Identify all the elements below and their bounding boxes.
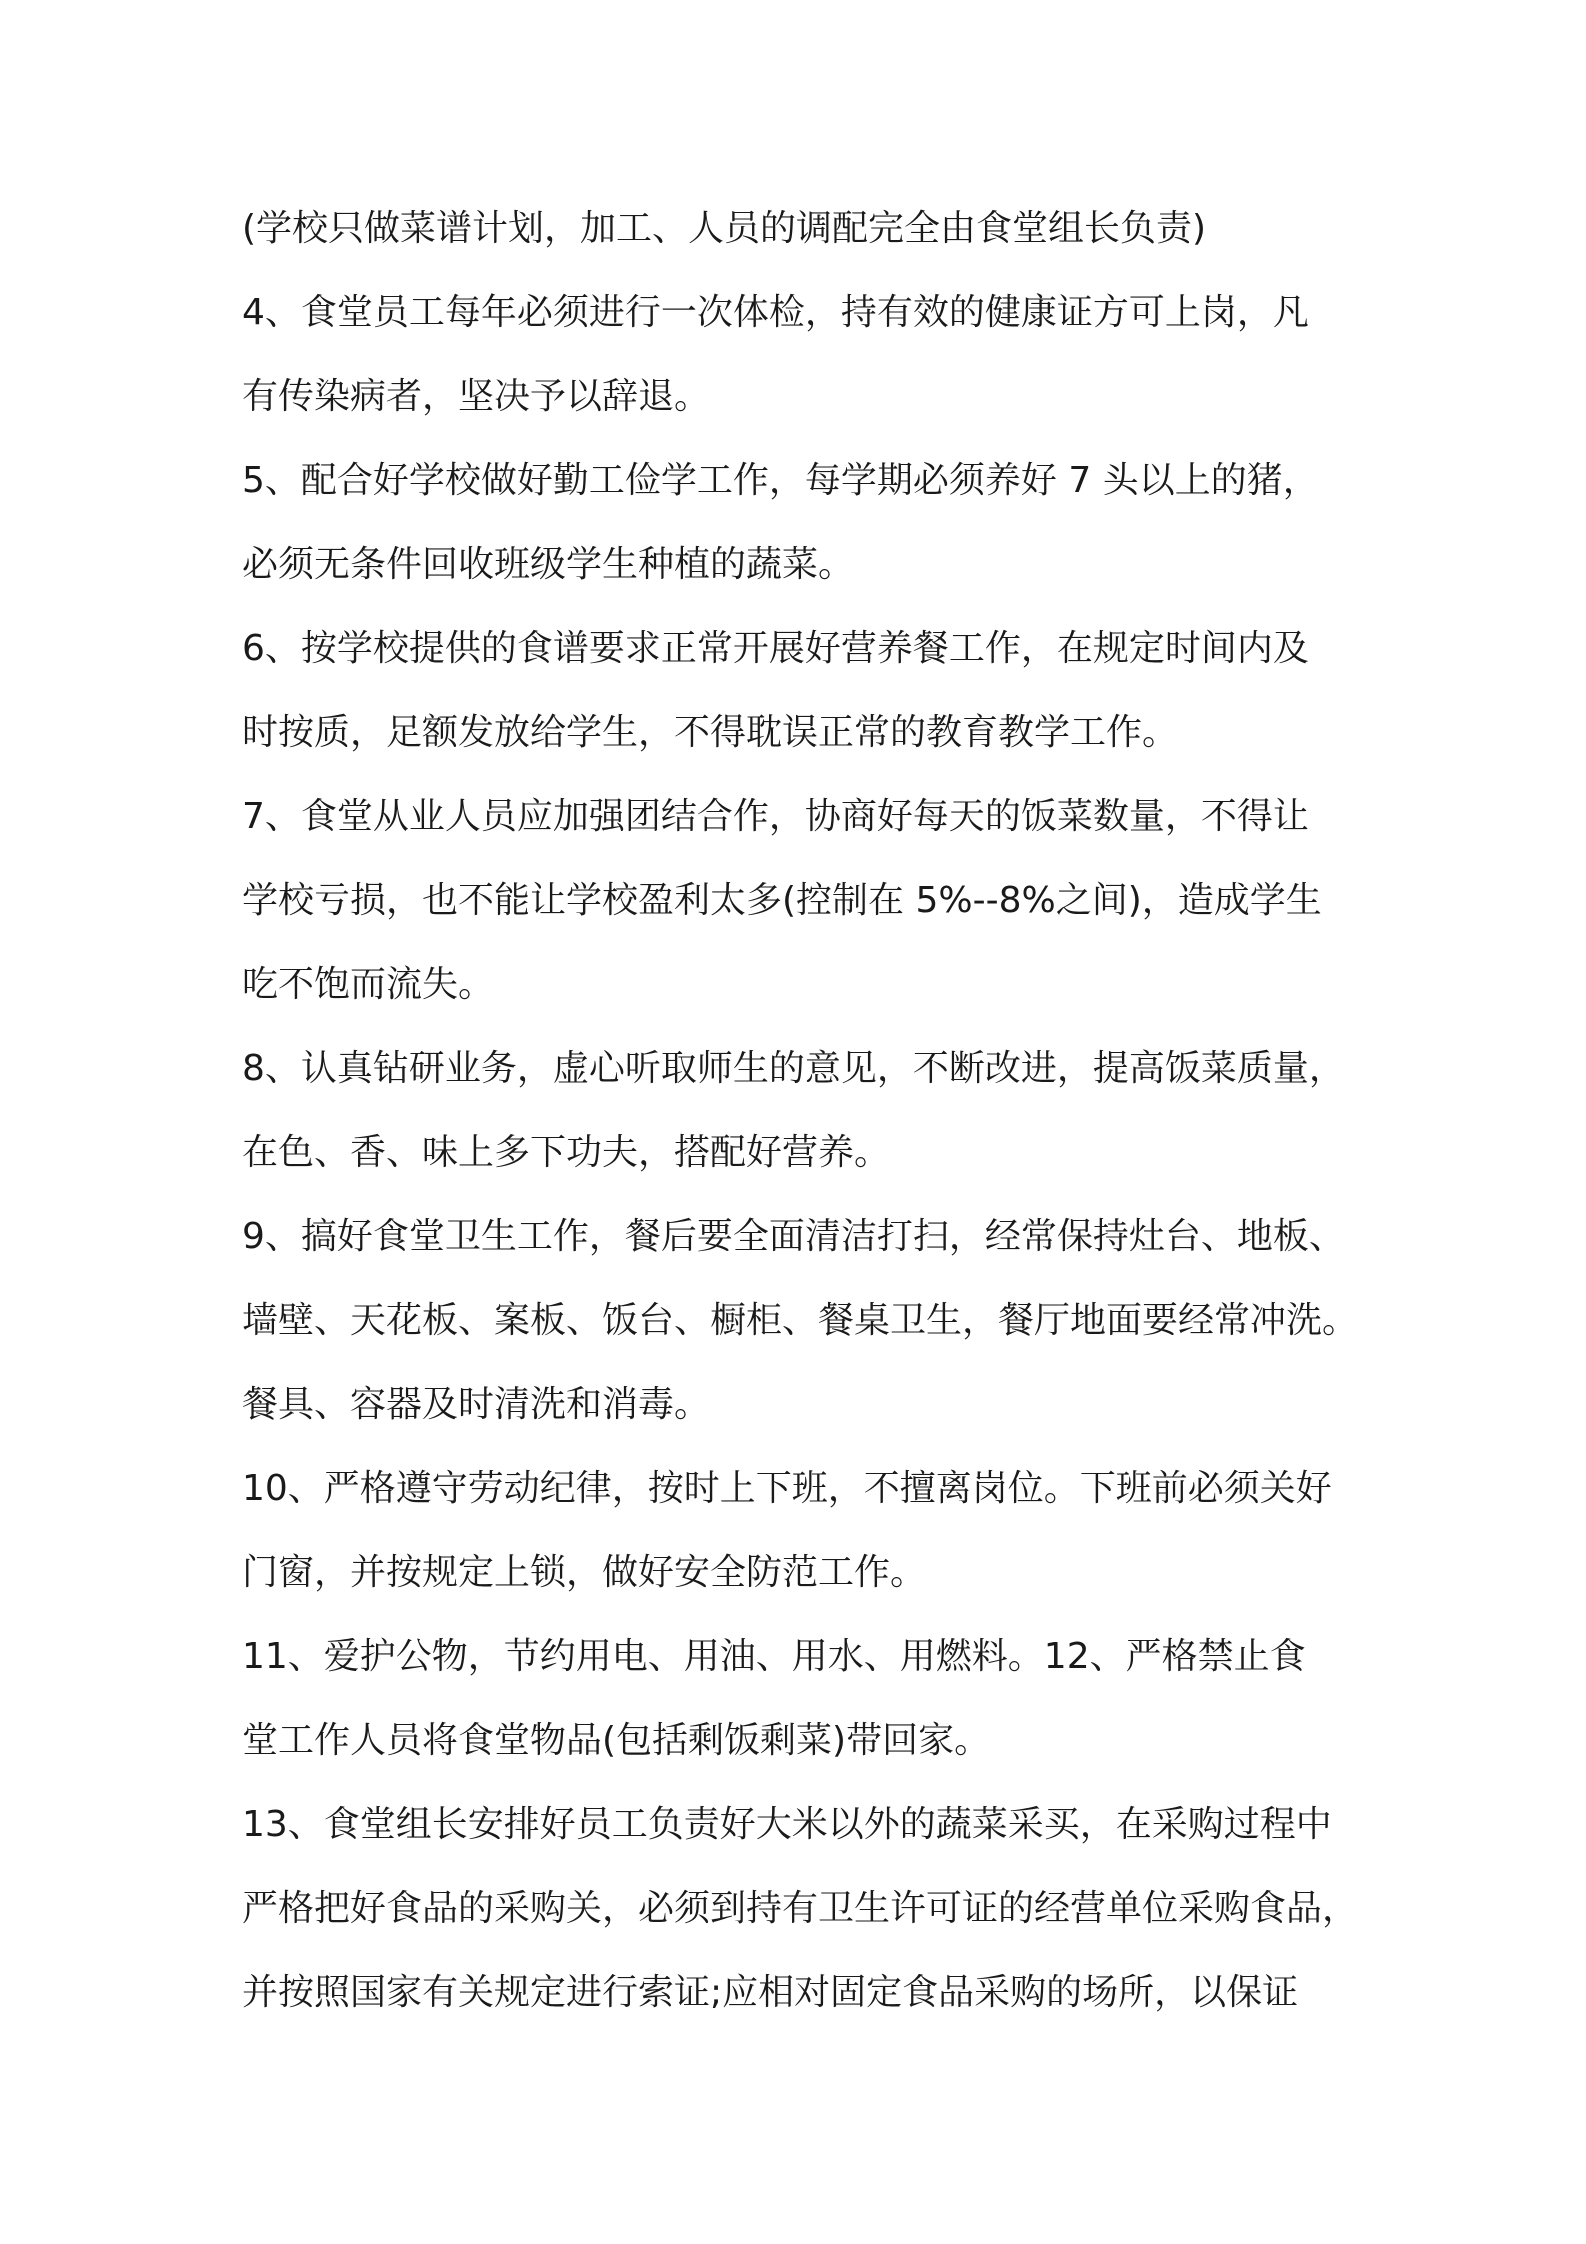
- text-line: 13、食堂组长安排好员工负责好大米以外的蔬菜采买，在采购过程中: [242, 1804, 1332, 1845]
- text-line: 堂工作人员将食堂物品(包括剩饭剩菜)带回家。: [242, 1720, 991, 1761]
- text-line: 时按质，足额发放给学生，不得耽误正常的教育教学工作。: [242, 712, 1179, 753]
- text-line: 餐具、容器及时清洗和消毒。: [242, 1384, 711, 1425]
- text-line: 门窗，并按规定上锁，做好安全防范工作。: [242, 1552, 927, 1593]
- text-line: 9、搞好食堂卫生工作，餐后要全面清洁打扫，经常保持灶台、地板、: [242, 1216, 1345, 1257]
- document-body: [242, 198, 1382, 2046]
- text-line: 8、认真钻研业务，虚心听取师生的意见，不断改进，提高饭菜质量，: [242, 1048, 1345, 1089]
- text-line: 学校亏损，也不能让学校盈利太多(控制在 5%--8%之间)，造成学生: [242, 880, 1322, 921]
- text-line: 必须无条件回收班级学生种植的蔬菜。: [242, 544, 855, 585]
- text-line: 并按照国家有关规定进行索证;应相对固定食品采购的场所，以保证: [242, 1972, 1299, 2013]
- text-line: (学校只做菜谱计划，加工、人员的调配完全由食堂组长负责): [242, 208, 1207, 249]
- text-line: 严格把好食品的采购关，必须到持有卫生许可证的经营单位采购食品，: [242, 1888, 1359, 1929]
- text-line: 11、爱护公物，节约用电、用油、用水、用燃料。12、严格禁止食: [242, 1636, 1306, 1677]
- text-line: 4、食堂员工每年必须进行一次体检，持有效的健康证方可上岗，凡: [242, 292, 1309, 333]
- text-line: 10、严格遵守劳动纪律，按时上下班，不擅离岗位。下班前必须关好: [242, 1468, 1332, 1509]
- text-line: 有传染病者，坚决予以辞退。: [242, 376, 711, 417]
- text-line: 在色、香、味上多下功夫，搭配好营养。: [242, 1132, 891, 1173]
- text-line: 7、食堂从业人员应加强团结合作，协商好每天的饭菜数量，不得让: [242, 796, 1309, 837]
- text-line: 6、按学校提供的食谱要求正常开展好营养餐工作，在规定时间内及: [242, 628, 1309, 669]
- text-line: 墙壁、天花板、案板、饭台、橱柜、餐桌卫生，餐厅地面要经常冲洗。: [242, 1300, 1359, 1341]
- text-line: 吃不饱而流失。: [242, 964, 495, 1005]
- text-line: 5、配合好学校做好勤工俭学工作，每学期必须养好 7 头以上的猪，: [242, 460, 1319, 501]
